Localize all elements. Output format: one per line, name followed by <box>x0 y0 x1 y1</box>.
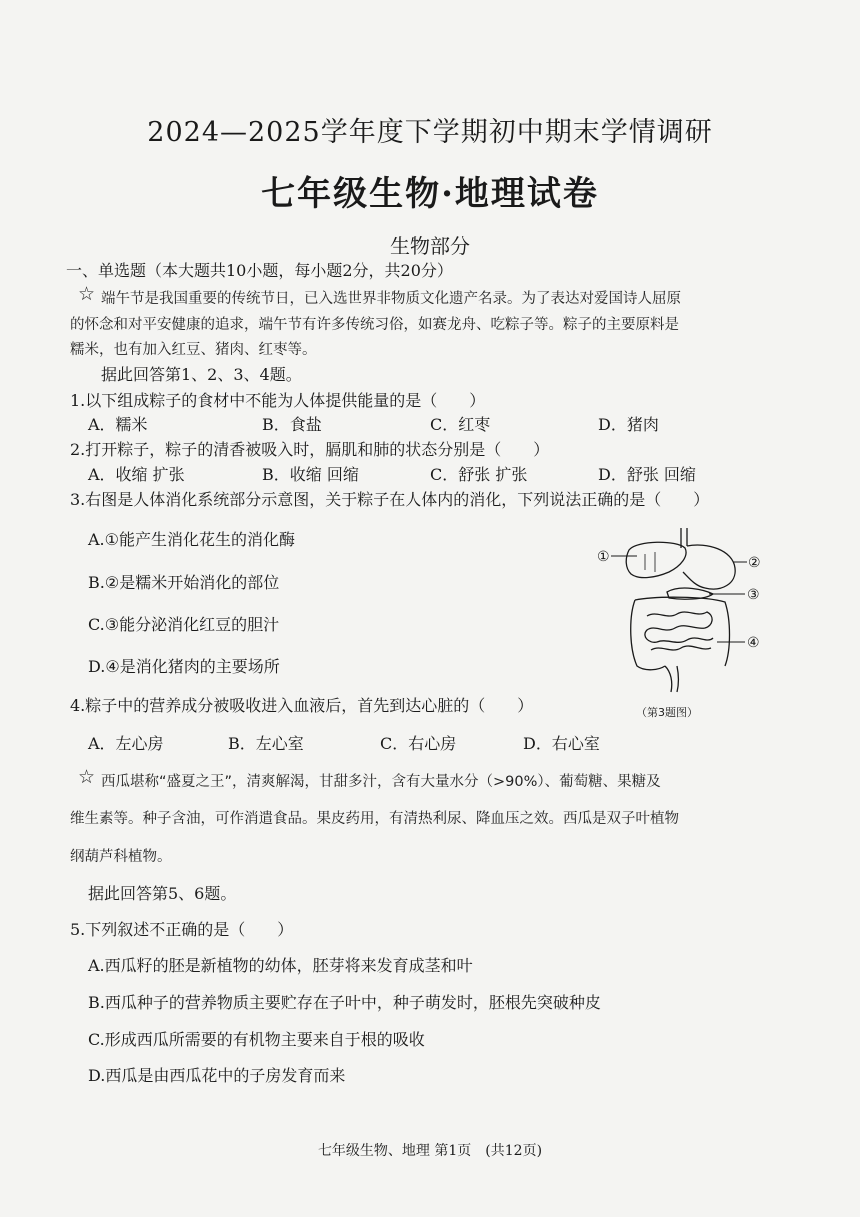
question-1-option-a: A．糯米 <box>88 415 148 434</box>
question-5-option-a: A.西瓜籽的胚是新植物的幼体，胚芽将来发育成茎和叶 <box>88 956 473 975</box>
star-icon: ☆ <box>78 283 96 305</box>
digestive-system-figure <box>585 520 775 700</box>
material-line: 西瓜堪称“盛夏之王”，清爽解渴，甘甜多汁，含有大量水分（>90%）、葡萄糖、果糖及 <box>101 774 661 790</box>
question-3-stem: 3.右图是人体消化系统部分示意图，关于粽子在人体内的消化，下列说法正确的是（ ） <box>70 490 710 509</box>
stomach-shape <box>683 545 735 589</box>
question-3-option-a: A.①能产生消化花生的消化酶 <box>88 530 295 549</box>
question-5-option-b: B.西瓜种子的营养物质主要贮存在子叶中，种子萌发时，胚根先突破种皮 <box>88 993 601 1012</box>
question-1-option-c: C．红枣 <box>430 415 491 434</box>
question-3-option-b: B.②是糯米开始消化的部位 <box>88 573 280 592</box>
question-2-option-d: D．舒张 回缩 <box>598 465 696 484</box>
figure-label-2: ② <box>748 555 761 571</box>
question-1-option-b: B．食盐 <box>262 415 322 434</box>
exam-subtitle: 七年级生物·地理试卷 <box>261 174 599 214</box>
figure-caption: （第3题图） <box>636 706 698 719</box>
question-3-option-d: D.④是消化猪肉的主要场所 <box>88 657 280 676</box>
material-line: 的怀念和对平安健康的追求，端午节有许多传统习俗，如赛龙舟、吃粽子等。粽子的主要原料是 <box>70 317 679 333</box>
question-1-stem: 1.以下组成粽子的食材中不能为人体提供能量的是（ ） <box>70 391 486 410</box>
figure-label-4: ④ <box>747 635 760 651</box>
question-4-option-a: A．左心房 <box>88 734 164 753</box>
question-2-stem: 2.打开粽子，粽子的清香被吸入时，膈肌和肺的状态分别是（ ） <box>70 440 550 459</box>
question-5-stem: 5.下列叙述不正确的是（ ） <box>70 920 294 939</box>
question-4-option-d: D．右心室 <box>523 734 600 753</box>
question-5-option-c: C.形成西瓜所需要的有机物主要来自于根的吸收 <box>88 1030 425 1049</box>
material-prompt: 据此回答第5、6题。 <box>88 884 237 903</box>
figure-label-3: ③ <box>747 587 760 603</box>
material-line: 维生素等。种子含油，可作消遣食品。果皮药用，有清热利尿、降血压之效。西瓜是双子叶植物 <box>70 811 679 827</box>
question-3-option-c: C.③能分泌消化红豆的胆汁 <box>88 615 280 634</box>
question-2-option-a: A．收缩 扩张 <box>88 465 185 484</box>
liver-shape <box>626 542 686 577</box>
question-1-option-d: D．猪肉 <box>598 415 659 434</box>
material-prompt: 据此回答第1、2、3、4题。 <box>101 365 302 384</box>
page-footer: 七年级生物、地理 第1页 (共12页) <box>317 1143 543 1159</box>
question-4-stem: 4.粽子中的营养成分被吸收进入血液后，首先到达心脏的（ ） <box>70 696 534 715</box>
material-line: 糯米，也有加入红豆、猪肉、红枣等。 <box>70 342 317 358</box>
small-intestine-shape <box>645 612 713 650</box>
question-2-option-b: B．收缩 回缩 <box>262 465 359 484</box>
large-intestine-shape <box>631 600 665 670</box>
part-heading: 一、单选题（本大题共10小题，每小题2分，共20分） <box>66 261 453 280</box>
material-line: 端午节是我国重要的传统节日，已入选世界非物质文化遗产名录。为了表达对爱国诗人屈原 <box>101 291 681 307</box>
question-2-option-c: C．舒张 扩张 <box>430 465 528 484</box>
figure-label-1: ① <box>597 549 610 565</box>
material-line: 纲葫芦科植物。 <box>70 849 172 865</box>
question-4-option-b: B．左心室 <box>228 734 304 753</box>
question-5-option-d: D.西瓜是由西瓜花中的子房发育而来 <box>88 1066 346 1085</box>
star-icon: ☆ <box>78 766 96 788</box>
question-4-option-c: C．右心房 <box>380 734 457 753</box>
section-title: 生物部分 <box>390 234 470 258</box>
exam-title: 2024—2025学年度下学期初中期末学情调研 <box>147 117 713 148</box>
